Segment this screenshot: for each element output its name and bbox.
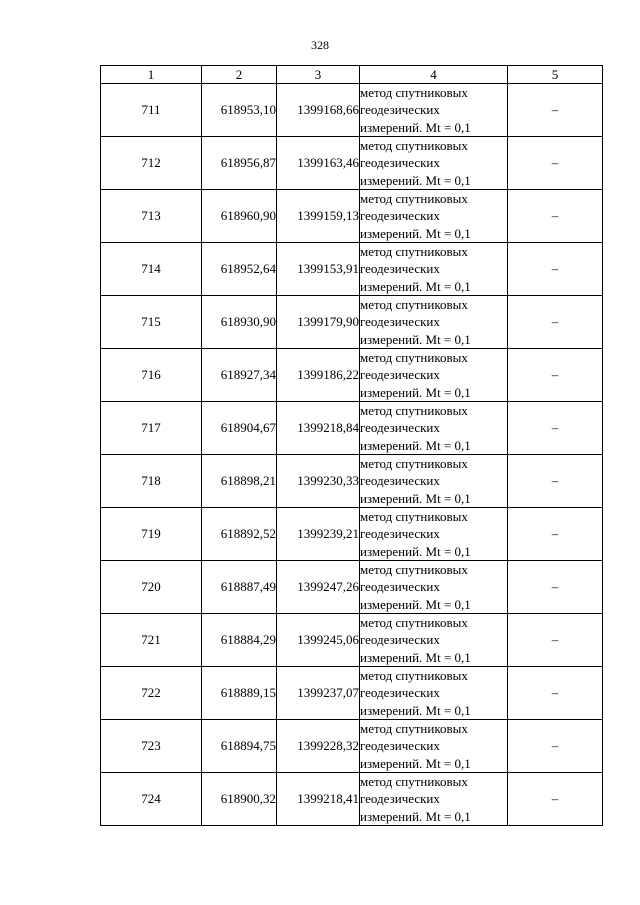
method-line: геодезических <box>360 526 440 542</box>
method-line: геодезических <box>360 473 440 489</box>
x-coordinate-cell: 618952,64 <box>202 243 277 296</box>
y-coordinate-cell: 1399186,22 <box>277 349 360 402</box>
header-col-4: 4 <box>360 66 508 84</box>
coordinates-table <box>100 65 603 826</box>
x-coordinate-cell: 618960,90 <box>202 190 277 243</box>
method-line: геодезических <box>360 314 440 330</box>
method-cell <box>360 296 508 349</box>
note-cell: – <box>508 402 603 455</box>
note-cell: – <box>508 137 603 190</box>
note-cell: – <box>508 296 603 349</box>
header-col-2: 2 <box>202 66 277 84</box>
x-coordinate-cell: 618894,75 <box>202 720 277 773</box>
method-cell <box>360 137 508 190</box>
point-number-cell: 711 <box>101 84 202 137</box>
method-line: измерений. Mt = 0,1 <box>360 225 471 241</box>
point-number-cell: 722 <box>101 667 202 720</box>
point-number-cell: 717 <box>101 402 202 455</box>
y-coordinate-cell: 1399247,26 <box>277 561 360 614</box>
y-coordinate-cell: 1399218,84 <box>277 402 360 455</box>
y-coordinate-cell: 1399228,32 <box>277 720 360 773</box>
method-line: геодезических <box>360 420 440 436</box>
table-header-row <box>101 66 603 84</box>
table-row <box>101 561 603 614</box>
y-coordinate-cell: 1399230,33 <box>277 455 360 508</box>
page-number: 328 <box>311 38 329 52</box>
method-line: метод спутниковых <box>360 509 468 525</box>
x-coordinate-cell: 618927,34 <box>202 349 277 402</box>
note-cell: – <box>508 349 603 402</box>
method-line: метод спутниковых <box>360 85 468 101</box>
method-cell <box>360 190 508 243</box>
method-cell <box>360 508 508 561</box>
y-coordinate-cell: 1399153,91 <box>277 243 360 296</box>
x-coordinate-cell: 618889,15 <box>202 667 277 720</box>
method-line: измерений. Mt = 0,1 <box>360 331 471 347</box>
point-number-cell: 715 <box>101 296 202 349</box>
method-line: геодезических <box>360 791 440 807</box>
method-cell <box>360 84 508 137</box>
x-coordinate-cell: 618953,10 <box>202 84 277 137</box>
method-line: метод спутниковых <box>360 297 468 313</box>
table-row <box>101 402 603 455</box>
table-row <box>101 243 603 296</box>
method-line: измерений. Mt = 0,1 <box>360 702 471 718</box>
table-row <box>101 84 603 137</box>
point-number-cell: 713 <box>101 190 202 243</box>
x-coordinate-cell: 618898,21 <box>202 455 277 508</box>
point-number-cell: 724 <box>101 773 202 826</box>
note-cell: – <box>508 614 603 667</box>
table-row <box>101 508 603 561</box>
x-coordinate-cell: 618884,29 <box>202 614 277 667</box>
x-coordinate-cell: 618900,32 <box>202 773 277 826</box>
method-line: измерений. Mt = 0,1 <box>360 649 471 665</box>
method-line: геодезических <box>360 367 440 383</box>
method-line: метод спутниковых <box>360 774 468 790</box>
method-cell <box>360 773 508 826</box>
method-line: метод спутниковых <box>360 191 468 207</box>
point-number-cell: 714 <box>101 243 202 296</box>
y-coordinate-cell: 1399159,13 <box>277 190 360 243</box>
header-col-5: 5 <box>508 66 603 84</box>
header-col-3: 3 <box>277 66 360 84</box>
method-line: измерений. Mt = 0,1 <box>360 172 471 188</box>
note-cell: – <box>508 561 603 614</box>
y-coordinate-cell: 1399218,41 <box>277 773 360 826</box>
method-cell <box>360 614 508 667</box>
x-coordinate-cell: 618887,49 <box>202 561 277 614</box>
table-row <box>101 137 603 190</box>
method-line: метод спутниковых <box>360 721 468 737</box>
method-line: геодезических <box>360 155 440 171</box>
x-coordinate-cell: 618930,90 <box>202 296 277 349</box>
point-number-cell: 719 <box>101 508 202 561</box>
method-cell <box>360 243 508 296</box>
method-line: метод спутниковых <box>360 350 468 366</box>
method-line: метод спутниковых <box>360 668 468 684</box>
x-coordinate-cell: 618956,87 <box>202 137 277 190</box>
method-line: измерений. Mt = 0,1 <box>360 490 471 506</box>
method-line: геодезических <box>360 632 440 648</box>
method-line: метод спутниковых <box>360 244 468 260</box>
method-line: метод спутниковых <box>360 403 468 419</box>
table-row <box>101 296 603 349</box>
table-body <box>101 84 603 826</box>
point-number-cell: 718 <box>101 455 202 508</box>
header-col-1: 1 <box>101 66 202 84</box>
table-row <box>101 455 603 508</box>
method-line: измерений. Mt = 0,1 <box>360 384 471 400</box>
point-number-cell: 721 <box>101 614 202 667</box>
method-cell <box>360 402 508 455</box>
method-line: геодезических <box>360 579 440 595</box>
method-line: измерений. Mt = 0,1 <box>360 437 471 453</box>
y-coordinate-cell: 1399245,06 <box>277 614 360 667</box>
note-cell: – <box>508 667 603 720</box>
method-cell <box>360 349 508 402</box>
table-row <box>101 190 603 243</box>
method-line: измерений. Mt = 0,1 <box>360 119 471 135</box>
method-line: измерений. Mt = 0,1 <box>360 808 471 824</box>
method-cell <box>360 561 508 614</box>
table-row <box>101 720 603 773</box>
method-line: геодезических <box>360 208 440 224</box>
note-cell: – <box>508 84 603 137</box>
method-cell <box>360 720 508 773</box>
note-cell: – <box>508 720 603 773</box>
method-cell <box>360 667 508 720</box>
point-number-cell: 723 <box>101 720 202 773</box>
method-line: измерений. Mt = 0,1 <box>360 278 471 294</box>
table-row <box>101 614 603 667</box>
method-line: метод спутниковых <box>360 615 468 631</box>
y-coordinate-cell: 1399163,46 <box>277 137 360 190</box>
table-row <box>101 773 603 826</box>
point-number-cell: 716 <box>101 349 202 402</box>
point-number-cell: 720 <box>101 561 202 614</box>
x-coordinate-cell: 618892,52 <box>202 508 277 561</box>
method-line: геодезических <box>360 685 440 701</box>
y-coordinate-cell: 1399168,66 <box>277 84 360 137</box>
method-line: геодезических <box>360 102 440 118</box>
x-coordinate-cell: 618904,67 <box>202 402 277 455</box>
method-line: измерений. Mt = 0,1 <box>360 596 471 612</box>
y-coordinate-cell: 1399179,90 <box>277 296 360 349</box>
method-line: измерений. Mt = 0,1 <box>360 755 471 771</box>
note-cell: – <box>508 508 603 561</box>
table-row <box>101 667 603 720</box>
note-cell: – <box>508 773 603 826</box>
note-cell: – <box>508 243 603 296</box>
note-cell: – <box>508 455 603 508</box>
y-coordinate-cell: 1399239,21 <box>277 508 360 561</box>
method-line: измерений. Mt = 0,1 <box>360 543 471 559</box>
method-line: геодезических <box>360 738 440 754</box>
method-line: геодезических <box>360 261 440 277</box>
method-cell <box>360 455 508 508</box>
method-line: метод спутниковых <box>360 562 468 578</box>
y-coordinate-cell: 1399237,07 <box>277 667 360 720</box>
method-line: метод спутниковых <box>360 138 468 154</box>
point-number-cell: 712 <box>101 137 202 190</box>
method-line: метод спутниковых <box>360 456 468 472</box>
table-row <box>101 349 603 402</box>
note-cell: – <box>508 190 603 243</box>
